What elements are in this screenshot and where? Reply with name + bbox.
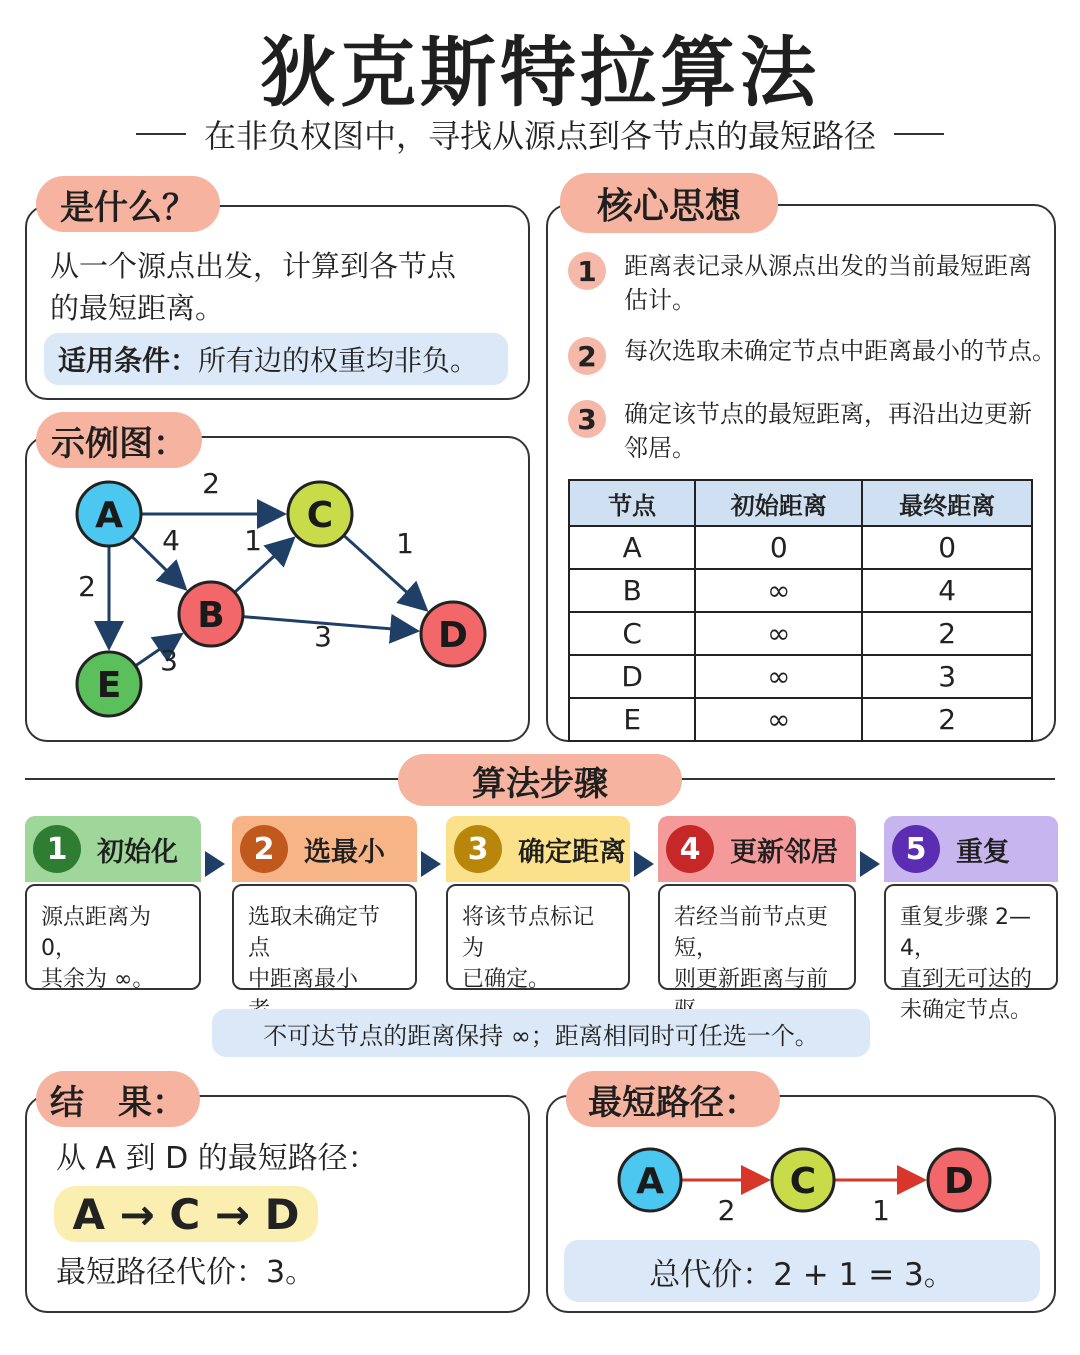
table-value-cell: ∞ xyxy=(695,698,862,741)
table-header-cell: 初始距离 xyxy=(695,480,862,526)
divider xyxy=(894,133,944,135)
condition-text: 所有边的权重均非负。 xyxy=(198,344,479,377)
table-header-cell: 节点 xyxy=(569,480,695,526)
step-header xyxy=(884,816,1058,882)
idea-number: 1 xyxy=(568,252,606,290)
table-value-cell: 3 xyxy=(862,655,1032,698)
idea-text-line1: 每次选取未确定节点中距离最小的节点。 xyxy=(624,337,1056,365)
idea-text-line2: 估计。 xyxy=(624,286,696,314)
table-node-cell: A xyxy=(569,526,695,569)
step-description xyxy=(25,884,201,990)
table-value-cell: 2 xyxy=(862,698,1032,741)
what-tag: 是什么？ xyxy=(36,176,220,232)
step-description-line: 重复步骤 2—4， xyxy=(900,905,1031,961)
page-title: 狄克斯特拉算法 xyxy=(260,28,820,117)
table-node-cell: E xyxy=(569,698,695,741)
step-arrow-icon xyxy=(634,851,654,877)
table-row xyxy=(569,698,1032,741)
table-value-cell: 0 xyxy=(862,526,1032,569)
page-subtitle: 在非负权图中，寻找从源点到各节点的最短路径 xyxy=(203,117,876,155)
what-line-1: 从一个源点出发，计算到各节点 xyxy=(50,249,457,283)
shortest-tag: 最短路径： xyxy=(566,1071,780,1127)
step-number: 2 xyxy=(240,825,288,873)
table-row xyxy=(569,526,1032,569)
step-arrow-icon xyxy=(860,851,880,877)
example-graph xyxy=(25,436,530,742)
table-node-cell: D xyxy=(569,655,695,698)
result-tag: 结 果： xyxy=(36,1071,200,1127)
example-tag: 示例图： xyxy=(36,412,202,468)
table-value-cell: 2 xyxy=(862,612,1032,655)
edge-weight-label: 3 xyxy=(314,620,332,653)
result-line: 从 A 到 D 的最短路径： xyxy=(56,1141,378,1176)
step-description-line: 将该节点标记为 xyxy=(462,905,595,961)
idea-text-line2: 邻居。 xyxy=(624,434,696,462)
step-description-line: 选取未确定节点 xyxy=(248,905,381,961)
step-description-line: 未确定节点。 xyxy=(900,998,1033,1023)
distance-table xyxy=(568,479,1033,742)
edge-weight-label: 3 xyxy=(160,644,178,677)
path-node-label: C xyxy=(789,1161,817,1202)
table-value-cell: 0 xyxy=(695,526,862,569)
path-weight-label: 2 xyxy=(717,1194,736,1227)
edge-weight-label: 1 xyxy=(396,527,414,560)
step-description-line: 则更新距离与前 xyxy=(674,967,829,992)
step-description-line: 已确定。 xyxy=(462,967,551,992)
edge-weight-label: 4 xyxy=(162,524,180,557)
step-title: 更新邻居 xyxy=(730,836,838,868)
table-value-cell: ∞ xyxy=(695,612,862,655)
step-header xyxy=(25,816,201,882)
step-title: 确定距离 xyxy=(518,836,626,868)
graph-node-label: E xyxy=(96,665,122,706)
step-description xyxy=(884,884,1058,1023)
edge-weight-label: 2 xyxy=(202,467,220,500)
result-path: A → C → D xyxy=(54,1186,318,1242)
total-cost-box: 总代价：2 + 1 = 3。 xyxy=(564,1240,1040,1302)
table-header-cell: 最终距离 xyxy=(862,480,1032,526)
step-description-line: 中距离最小 xyxy=(248,967,359,992)
step-description xyxy=(232,884,417,990)
note-box: 不可达节点的距离保持 ∞；距离相同时可任选一个。 xyxy=(212,1009,870,1057)
what-line-2: 的最短距离。 xyxy=(50,291,225,325)
edge-weight-label: 2 xyxy=(78,570,96,603)
table-value-cell: 4 xyxy=(862,569,1032,612)
step-number: 4 xyxy=(666,825,714,873)
path-node-label: D xyxy=(944,1161,974,1202)
table-row xyxy=(569,612,1032,655)
step-title: 选最小 xyxy=(304,836,385,868)
core-tag: 核心思想 xyxy=(560,173,778,233)
table-node-cell: B xyxy=(569,569,695,612)
idea-text-line1: 确定该节点的最短距离，再沿出边更新 xyxy=(624,400,1032,428)
step-header xyxy=(658,816,856,882)
step-description-line: 若经当前节点更短， xyxy=(674,905,829,961)
table-row xyxy=(569,655,1032,698)
edge-weight-label: 1 xyxy=(244,524,262,557)
step-description xyxy=(658,884,856,990)
idea-text-line1: 距离表记录从源点出发的当前最短距离 xyxy=(624,252,1032,280)
table-value-cell: ∞ xyxy=(695,569,862,612)
step-arrow-icon xyxy=(421,851,441,877)
steps-title: 算法步骤 xyxy=(398,754,682,806)
shortest-path-graph xyxy=(546,1130,1056,1230)
step-title: 初始化 xyxy=(97,836,178,868)
idea-number: 3 xyxy=(568,400,606,438)
step-number: 5 xyxy=(892,825,940,873)
step-number: 1 xyxy=(33,825,81,873)
table-row xyxy=(569,569,1032,612)
condition-label: 适用条件： xyxy=(58,344,199,377)
step-header xyxy=(232,816,417,882)
table-node-cell: C xyxy=(569,612,695,655)
result-cost: 最短路径代价：3。 xyxy=(56,1255,316,1290)
graph-node-label: D xyxy=(438,615,468,656)
step-description-line: 源点距离为 0， xyxy=(41,905,152,961)
step-description-line: 其余为 ∞。 xyxy=(41,967,155,992)
subtitle-row xyxy=(0,112,1080,156)
idea-number: 2 xyxy=(568,337,606,375)
step-number: 3 xyxy=(454,825,502,873)
condition-box xyxy=(44,333,508,385)
step-description-line: 直到无可达的 xyxy=(900,967,1033,992)
path-node-label: A xyxy=(636,1161,664,1202)
step-arrow-icon xyxy=(205,851,225,877)
step-description xyxy=(446,884,630,990)
divider xyxy=(136,133,186,135)
step-title: 重复 xyxy=(956,836,1010,868)
graph-node-label: A xyxy=(95,495,123,536)
path-weight-label: 1 xyxy=(872,1194,890,1227)
table-value-cell: ∞ xyxy=(695,655,862,698)
graph-node-label: C xyxy=(306,495,334,536)
graph-node-label: B xyxy=(197,595,225,636)
step-header xyxy=(446,816,630,882)
